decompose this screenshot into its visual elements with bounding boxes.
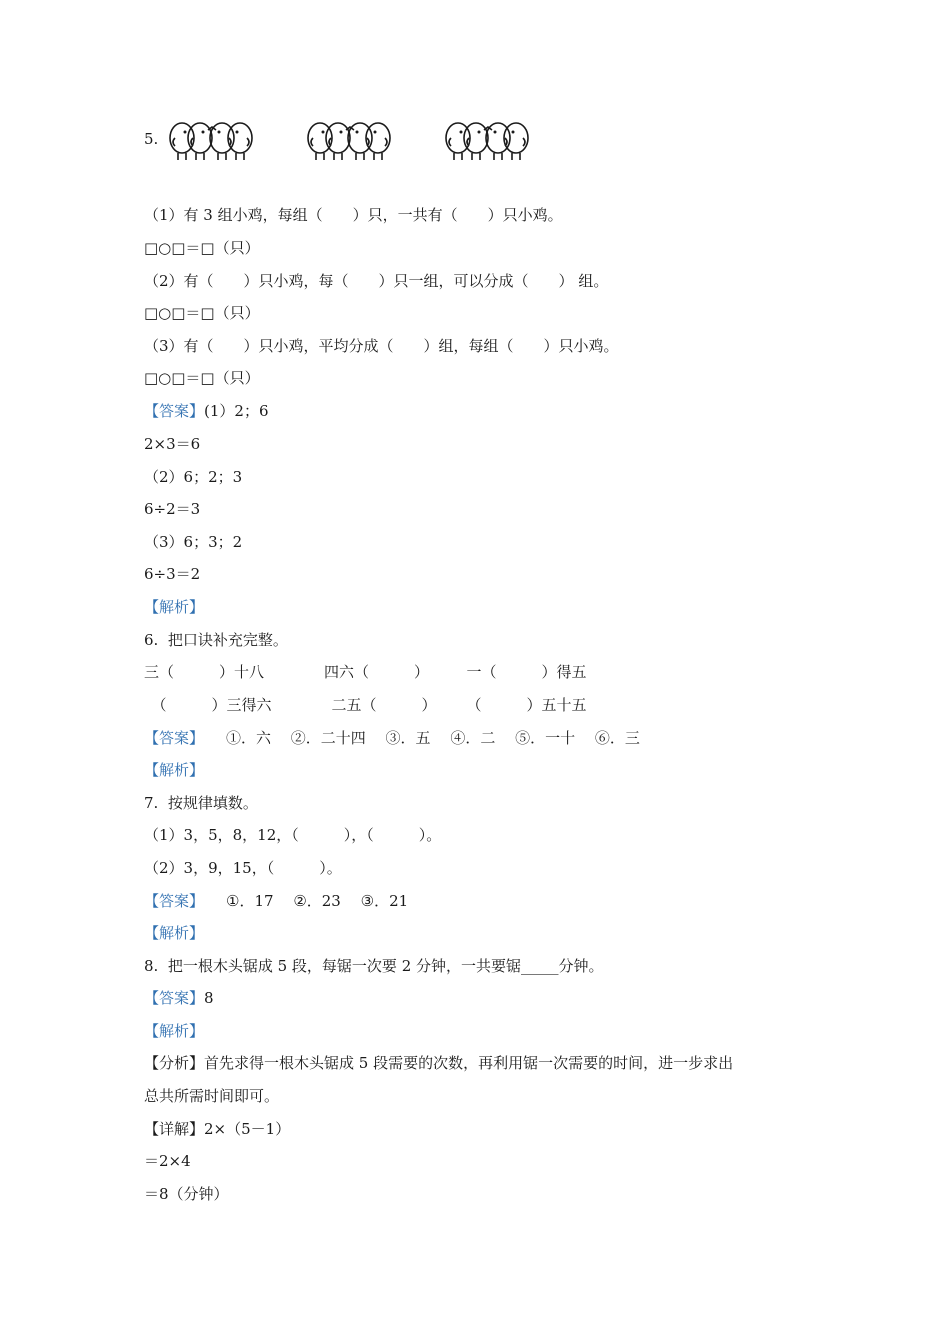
q8-question: 8. 把一根木头锯成 5 段，每锯一次要 2 分钟，一共要锯_____分钟。 bbox=[144, 957, 604, 975]
analysis-tag: 【解析】 bbox=[144, 761, 205, 779]
q7-answer bbox=[144, 891, 408, 911]
q8-fenxi-text: 首先求得一根木头锯成 5 段需要的次数，再利用锯一次需要的时间，进一步求出 bbox=[204, 1054, 734, 1072]
q5-sub3: （3）有（ ）只小鸡，平均分成（ ）组，每组（ ）只小鸡。 bbox=[144, 337, 619, 355]
q8-fenxi bbox=[144, 1053, 733, 1073]
q8-fenxi-line: 总共所需时间即可。 bbox=[144, 1087, 280, 1105]
q7-sub2: （2）3，9，15，（ ）。 bbox=[144, 859, 342, 877]
chick-illustration bbox=[166, 112, 546, 166]
q7-answer-text: ①．17 ②．23 ③．21 bbox=[226, 892, 409, 910]
q8-answer bbox=[144, 988, 214, 1008]
answer-tag: 【答案】 bbox=[144, 989, 205, 1007]
q5-answer-line: 2×3＝6 bbox=[144, 435, 201, 453]
answer-tag: 【答案】 bbox=[144, 402, 205, 420]
answer-tag: 【答案】 bbox=[144, 892, 205, 910]
q8-answer-text: 8 bbox=[204, 989, 214, 1007]
q6-row2: （ ）三得六 二五（ ） （ ）五十五 bbox=[144, 696, 587, 714]
q5-sub2: （2）有（ ）只小鸡，每（ ）只一组，可以分成（ ） 组。 bbox=[144, 272, 609, 290]
chick-group-icon bbox=[442, 112, 534, 166]
q5-answer-line: 6÷3＝2 bbox=[144, 565, 201, 583]
q5-formula3: □○□＝□（只） bbox=[144, 369, 260, 387]
q5-sub1: （1）有 3 组小鸡，每组（ ）只，一共有（ ）只小鸡。 bbox=[144, 206, 563, 224]
analysis-tag: 【解析】 bbox=[144, 924, 205, 942]
q6-answer bbox=[144, 728, 640, 748]
q6-question: 6. 把口诀补充完整。 bbox=[144, 631, 288, 649]
answer-tag: 【答案】 bbox=[144, 729, 205, 747]
q5-formula1: □○□＝□（只） bbox=[144, 239, 260, 257]
analysis-tag: 【解析】 bbox=[144, 598, 205, 616]
q5-answer bbox=[144, 401, 269, 421]
q8-detail-line: ＝2×4 bbox=[144, 1152, 191, 1170]
analysis-tag: 【解析】 bbox=[144, 1022, 205, 1040]
q6-answer-text: ①．六 ②．二十四 ③．五 ④．二 ⑤．一十 ⑥．三 bbox=[226, 729, 640, 747]
q5-number: 5. bbox=[144, 130, 159, 148]
q5-answer-line: （2）6；2；3 bbox=[144, 468, 243, 486]
fenxi-tag: 【分析】 bbox=[144, 1054, 205, 1072]
q8-detail-text: 2×（5－1） bbox=[204, 1120, 291, 1138]
q7-sub1: （1）3，5，8，12，（ ），（ ）。 bbox=[144, 826, 442, 844]
q5-answer-line: （3）6；3；2 bbox=[144, 533, 243, 551]
q5-answer-line: 6÷2＝3 bbox=[144, 500, 201, 518]
q8-detail-line: ＝8（分钟） bbox=[144, 1185, 229, 1203]
detail-tag: 【详解】 bbox=[144, 1120, 205, 1138]
q5-formula2: □○□＝□（只） bbox=[144, 304, 260, 322]
q8-detail bbox=[144, 1119, 290, 1139]
chick-group-icon bbox=[166, 112, 258, 166]
chick-group-icon bbox=[304, 112, 396, 166]
q7-question: 7. 按规律填数。 bbox=[144, 794, 258, 812]
q6-row1: 三（ ）十八 四六（ ） 一（ ）得五 bbox=[144, 663, 587, 681]
q5-answer-text: (1）2；6 bbox=[204, 402, 269, 420]
